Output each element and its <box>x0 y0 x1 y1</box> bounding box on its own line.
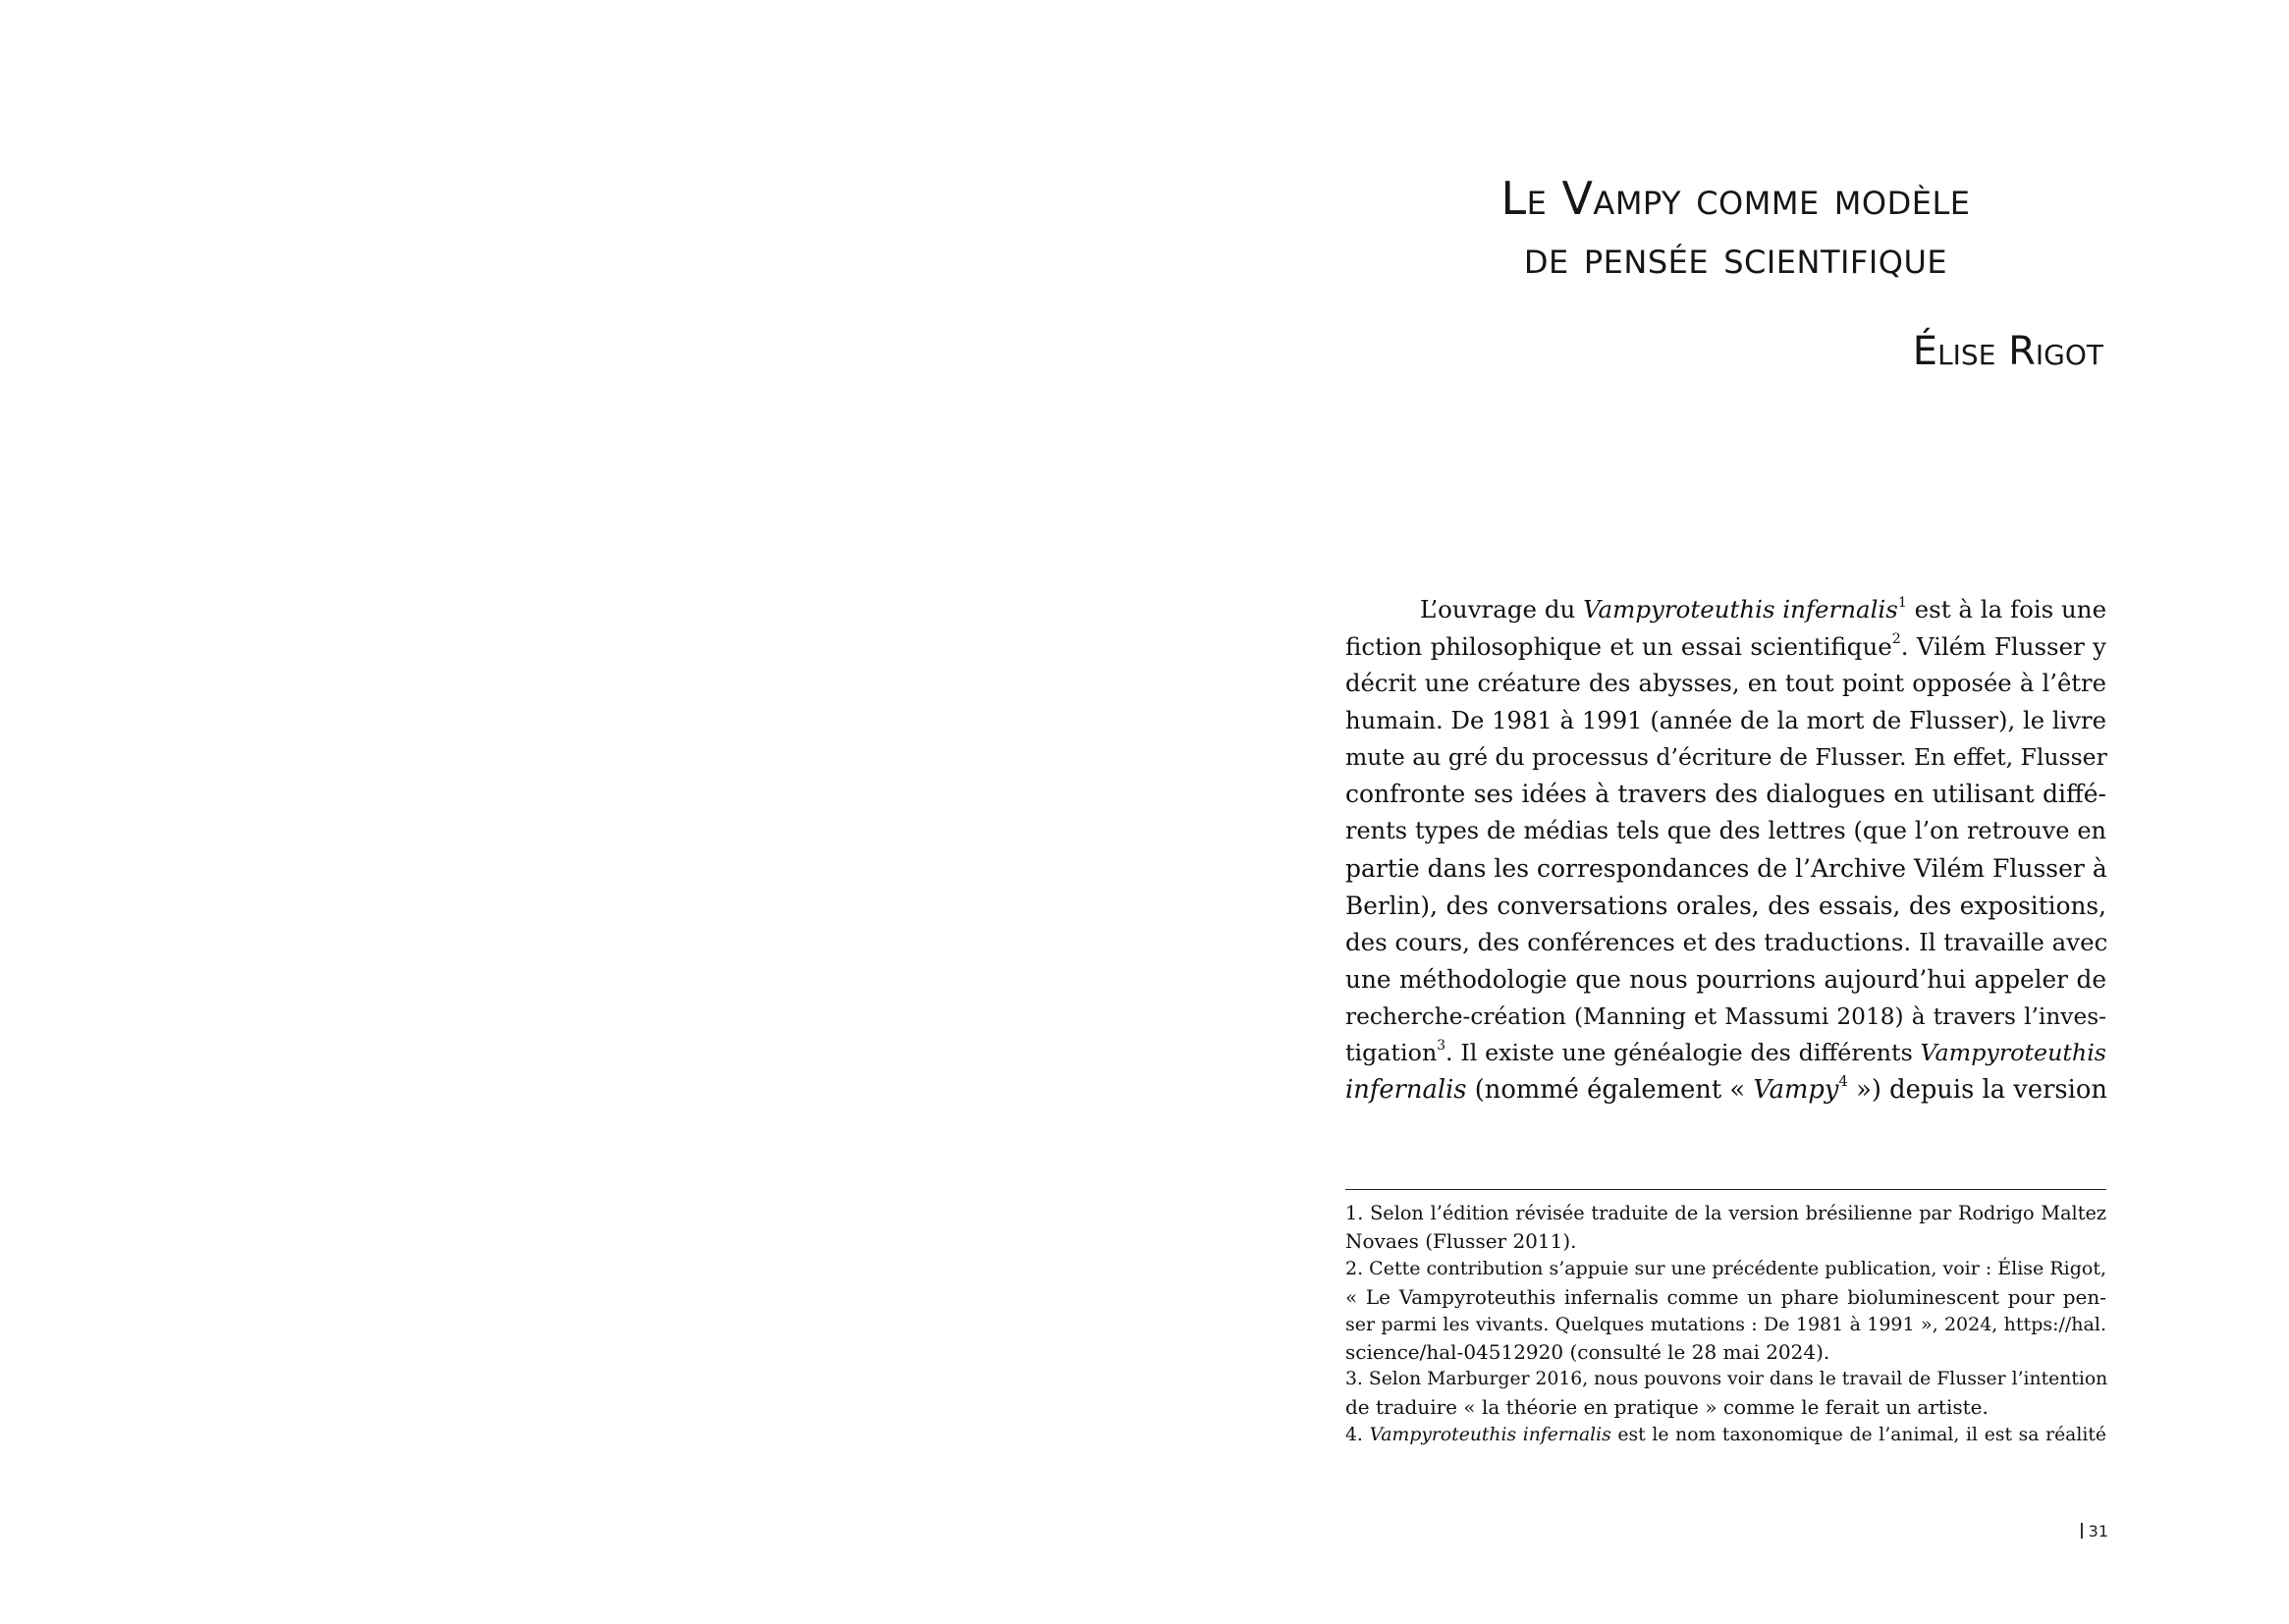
page-number: 31 <box>2081 1522 2108 1541</box>
chapter-title-line-1: Le Vampy comme modèle <box>1500 172 1971 225</box>
footnote-1-line: 1. Selon l’édition révisée traduite de la version brésilienne par Rodrigo Maltez <box>1345 1202 2106 1224</box>
body-line: tigation$^3$. Il existe une généalogie des différents Vampyroteuthis <box>1345 1038 2106 1067</box>
body-line: décrit une créature des abysses, en tout point opposée à l’être <box>1345 669 2106 698</box>
body-line: confronte ses idées à travers des dialogues en utilisant diffé- <box>1345 780 2106 809</box>
footnote-4-line: 4. Vampyroteuthis infernalis est le nom taxonomique de l’animal, il est sa réalité <box>1345 1424 2106 1445</box>
folio-bar <box>2081 1523 2083 1539</box>
body-line: L’ouvrage du Vampyroteuthis infernalis$^1$ est à la fois une <box>1420 594 2107 623</box>
chapter-title-line-2: de pensée scientifique <box>1523 231 1948 284</box>
body-paragraph <box>1345 591 2106 1110</box>
footnote-2-line: science/hal-04512920 (consulté le 28 mai 2024). <box>1345 1339 1830 1364</box>
chapter-title <box>1345 169 2126 287</box>
footnotes <box>1345 1200 2106 1449</box>
body-line: Berlin), des conversations orales, des essais, des expositions, <box>1345 891 2106 920</box>
body-line: une méthodologie que nous pourrions aujourd’hui appeler de <box>1345 964 2106 994</box>
footnote-ref[interactable]: 3 <box>1437 1038 1446 1055</box>
footnote-1-line: Novaes (Flusser 2011). <box>1345 1229 1577 1254</box>
body-line: des cours, des conférences et des traductions. Il travaille avec <box>1345 928 2108 957</box>
body-line: humain. De 1981 à 1991 (année de la mort de Flusser), le livre <box>1345 706 2106 735</box>
footnote-ref[interactable]: 4 <box>1838 1072 1848 1091</box>
author-name: Élise Rigot <box>1912 329 2103 374</box>
footnote-separator <box>1345 1189 2106 1190</box>
body-line: infernalis (nommé également « Vampy$^4$ ») depuis la version <box>1345 1072 2107 1105</box>
footnote-ref[interactable]: 2 <box>1891 631 1901 648</box>
footnote-2-line: ser parmi les vivants. Quelques mutations : De 1981 à 1991 », 2024, https://hal. <box>1345 1313 2106 1335</box>
footnote-2-line: « Le Vampyroteuthis infernalis comme un phare bioluminescent pour pen- <box>1345 1284 2106 1309</box>
body-line: recherche-création (Manning et Massumi 2018) à travers l’inves- <box>1345 1002 2106 1030</box>
footnote-ref[interactable]: 1 <box>1897 594 1907 611</box>
body-line: partie dans les correspondances de l’Archive Vilém Flusser à <box>1345 853 2107 883</box>
footnote-2-line: 2. Cette contribution s’appuie sur une précédente publication, voir : Élise Rigot, <box>1345 1258 2106 1280</box>
body-line: rents types de médias tels que des lettres (que l’on retrouve en <box>1345 817 2106 845</box>
body-line: mute au gré du processus d’écriture de Flusser. En effet, Flusser <box>1345 742 2107 771</box>
footnote-3-line: 3. Selon Marburger 2016, nous pouvons voir dans le travail de Flusser l’intention <box>1345 1369 2108 1390</box>
footnote-3-line: de traduire « la théorie en pratique » comme le ferait un artiste. <box>1345 1395 1989 1420</box>
body-line: fiction philosophique et un essai scientifique$^2$. Vilém Flusser y <box>1345 631 2106 661</box>
